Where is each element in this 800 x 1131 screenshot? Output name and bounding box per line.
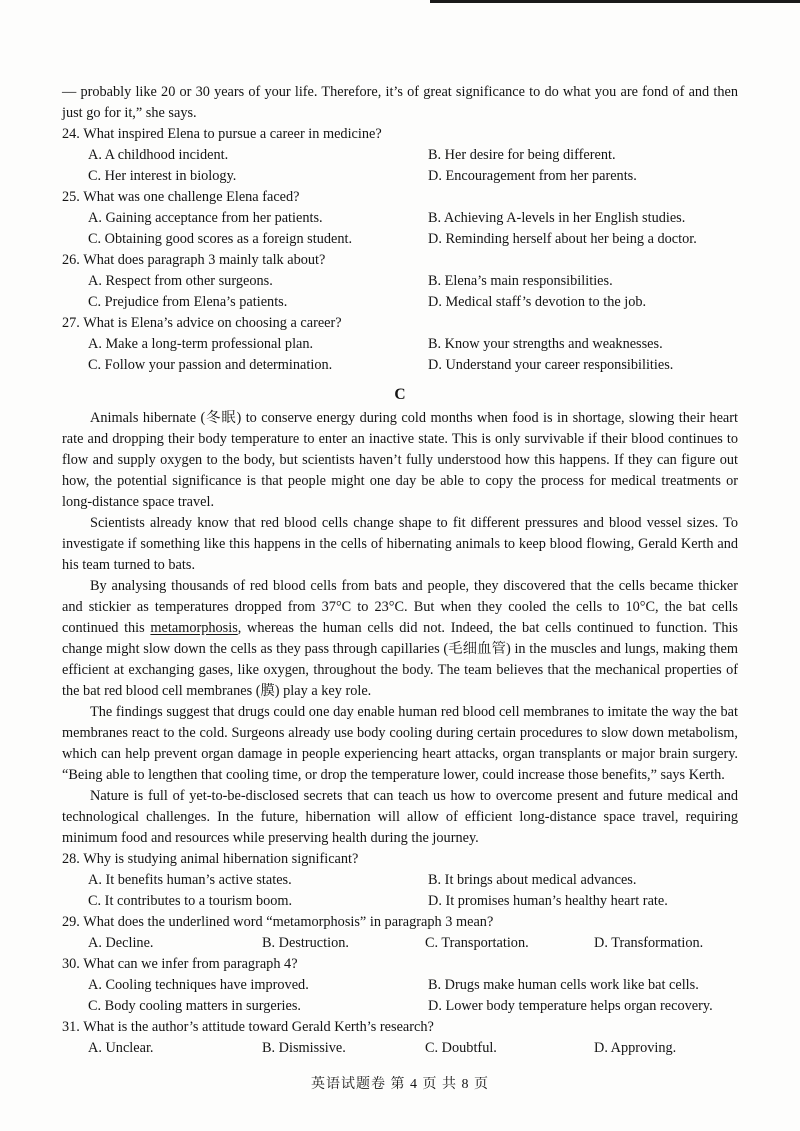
question-31 — [62, 1017, 738, 1059]
option-a: A. Make a long-term professional plan. — [88, 336, 314, 352]
option-b: B. Dismissive. — [262, 1040, 346, 1056]
question-text: What can we infer from paragraph 4? — [83, 956, 298, 972]
question-24-options-row-1 — [62, 145, 738, 166]
question-text: What is the author’s attitude toward Gerald Kerth’s research? — [83, 1019, 434, 1035]
option-d: D. Transformation. — [594, 935, 704, 951]
option-b: B. Destruction. — [262, 935, 349, 951]
section-c-heading: C — [394, 386, 406, 403]
question-number: 29. — [62, 914, 80, 930]
question-number: 26. — [62, 252, 80, 268]
question-28-options-row-1 — [62, 870, 738, 891]
option-c: C. Body cooling matters in surgeries. — [88, 998, 301, 1014]
question-30-options-row-1 — [62, 975, 738, 996]
question-26-options-row-1 — [62, 271, 738, 292]
option-c: C. It contributes to a tourism boom. — [88, 893, 293, 909]
option-c: C. Doubtful. — [425, 1040, 497, 1056]
passage-b-ending-text: — probably like 20 or 30 years of your life. Therefore, it’s of great significance to do what you are fond of and then just go for it,” she says. — [62, 84, 738, 121]
question-28-stem — [62, 849, 738, 870]
question-number: 28. — [62, 851, 80, 867]
question-27-options-row-2 — [62, 355, 738, 376]
page-footer: 英语试题卷 第 4 页 共 8 页 — [311, 1077, 489, 1092]
question-26-options-row-2 — [62, 292, 738, 313]
question-29-options-row — [62, 933, 738, 954]
question-27-options-row-1 — [62, 334, 738, 355]
underlined-word-metamorphosis: metamorphosis — [150, 620, 238, 636]
passage-c-paragraph-4: The findings suggest that drugs could one day enable human red blood cell membranes to imitate the way the bat membranes react to the cold. Surgeons already use body cooling during certain procedures to slow down metabolism, which can help prevent organ damage in people experiencing heart attacks, organ transplants or major brain surgery. “Being able to lengthen that cooling time, or drop the temperature lower, could increase those benefits,” says Kerth. — [62, 704, 738, 783]
question-31-options-row — [62, 1038, 738, 1059]
question-27 — [62, 313, 738, 376]
question-31-stem — [62, 1017, 738, 1038]
option-d: D. Lower body temperature helps organ recovery. — [428, 998, 713, 1014]
question-24 — [62, 124, 738, 187]
option-d: D. Medical staff’s devotion to the job. — [428, 294, 647, 310]
passage-c-paragraph-5: Nature is full of yet-to-be-disclosed secrets that can teach us how to overcome present and future medical and technological challenges. In the future, hibernation will allow of efficient long-distance space travel, requiring minimum food and resources while preserving health during the journey. — [62, 788, 738, 846]
passage-c-paragraph-2: Scientists already know that red blood cells change shape to fit different pressures and blood vessel sizes. To investigate if something like this happens in the cells of hibernating animals to keep blood flowing, Gerald Kerth and his team turned to bats. — [62, 515, 738, 573]
option-d: D. Reminding herself about her being a doctor. — [428, 231, 697, 247]
question-text: What inspired Elena to pursue a career in medicine? — [83, 126, 382, 142]
option-d: D. It promises human’s healthy heart rate. — [428, 893, 668, 909]
question-30 — [62, 954, 738, 1017]
question-text: What does the underlined word “metamorphosis” in paragraph 3 mean? — [83, 914, 494, 930]
option-d: D. Approving. — [594, 1040, 677, 1056]
option-c: C. Prejudice from Elena’s patients. — [88, 294, 288, 310]
question-number: 24. — [62, 126, 80, 142]
passage-b-ending — [62, 82, 738, 124]
question-text: What was one challenge Elena faced? — [83, 189, 300, 205]
scan-artifact-line — [430, 0, 800, 3]
option-b: B. Achieving A-levels in her English studies. — [428, 210, 686, 226]
question-number: 31. — [62, 1019, 80, 1035]
question-24-stem — [62, 124, 738, 145]
question-29-stem — [62, 912, 738, 933]
question-27-stem — [62, 313, 738, 334]
question-number: 30. — [62, 956, 80, 972]
question-28 — [62, 849, 738, 912]
question-30-stem — [62, 954, 738, 975]
passage-c-paragraph-1: Animals hibernate (冬眠) to conserve energy during cold months when food is in shortage, slowing their heart rate and dropping their body temperature to enter an inactive state. This is only survivable if their blood continues to flow and supply oxygen to the body, but scientists haven’t fully understood how this happens. If they can figure out how, the potential significance is that people might one day be able to copy the process for medical treatments or long-distance space travel. — [62, 410, 738, 510]
option-c: C. Transportation. — [425, 935, 529, 951]
question-number: 25. — [62, 189, 80, 205]
question-25-options-row-1 — [62, 208, 738, 229]
question-text: What is Elena’s advice on choosing a career? — [83, 315, 342, 331]
question-24-options-row-2 — [62, 166, 738, 187]
option-b: B. It brings about medical advances. — [428, 872, 637, 888]
option-d: D. Encouragement from her parents. — [428, 168, 637, 184]
question-26-stem — [62, 250, 738, 271]
question-25-stem — [62, 187, 738, 208]
option-a: A. Respect from other surgeons. — [88, 273, 273, 289]
option-b: B. Drugs make human cells work like bat cells. — [428, 977, 699, 993]
option-a: A. Gaining acceptance from her patients. — [88, 210, 323, 226]
question-text: Why is studying animal hibernation significant? — [83, 851, 359, 867]
question-26 — [62, 250, 738, 313]
paragraph-3-after: , whereas the human cells did not. Indeed, the bat cells continued to function. This change might slow down the cells as they pass through capillaries (毛细血管) in the muscles and lungs, making them efficient at exchanging gases, like oxygen, throughout the body. The team believes that the mechanical properties of the bat red blood cell membranes (膜) play a key role. — [62, 620, 738, 699]
option-b: B. Elena’s main responsibilities. — [428, 273, 613, 289]
option-a: A. It benefits human’s active states. — [88, 872, 292, 888]
question-28-options-row-2 — [62, 891, 738, 912]
question-text: What does paragraph 3 mainly talk about? — [83, 252, 326, 268]
option-d: D. Understand your career responsibilities. — [428, 357, 674, 373]
option-a: A. A childhood incident. — [88, 147, 229, 163]
paragraph-3-before: By analysing thousands of red blood cells from bats and people, they discovered that the cells became thicker and stickier as temperatures dropped from 37°C to 23°C. But when they cooled the cells to 10°C, the bat cells continued this — [62, 578, 738, 636]
question-25 — [62, 187, 738, 250]
option-a: A. Cooling techniques have improved. — [88, 977, 309, 993]
passage-c-paragraph-3 — [62, 576, 738, 702]
question-29 — [62, 912, 738, 954]
option-c: C. Her interest in biology. — [88, 168, 237, 184]
question-25-options-row-2 — [62, 229, 738, 250]
option-b: B. Her desire for being different. — [428, 147, 616, 163]
option-c: C. Follow your passion and determination. — [88, 357, 333, 373]
option-a: A. Unclear. — [88, 1040, 154, 1056]
question-30-options-row-2 — [62, 996, 738, 1017]
option-a: A. Decline. — [88, 935, 154, 951]
option-c: C. Obtaining good scores as a foreign student. — [88, 231, 353, 247]
option-b: B. Know your strengths and weaknesses. — [428, 336, 663, 352]
question-number: 27. — [62, 315, 80, 331]
passage-c — [62, 408, 738, 849]
